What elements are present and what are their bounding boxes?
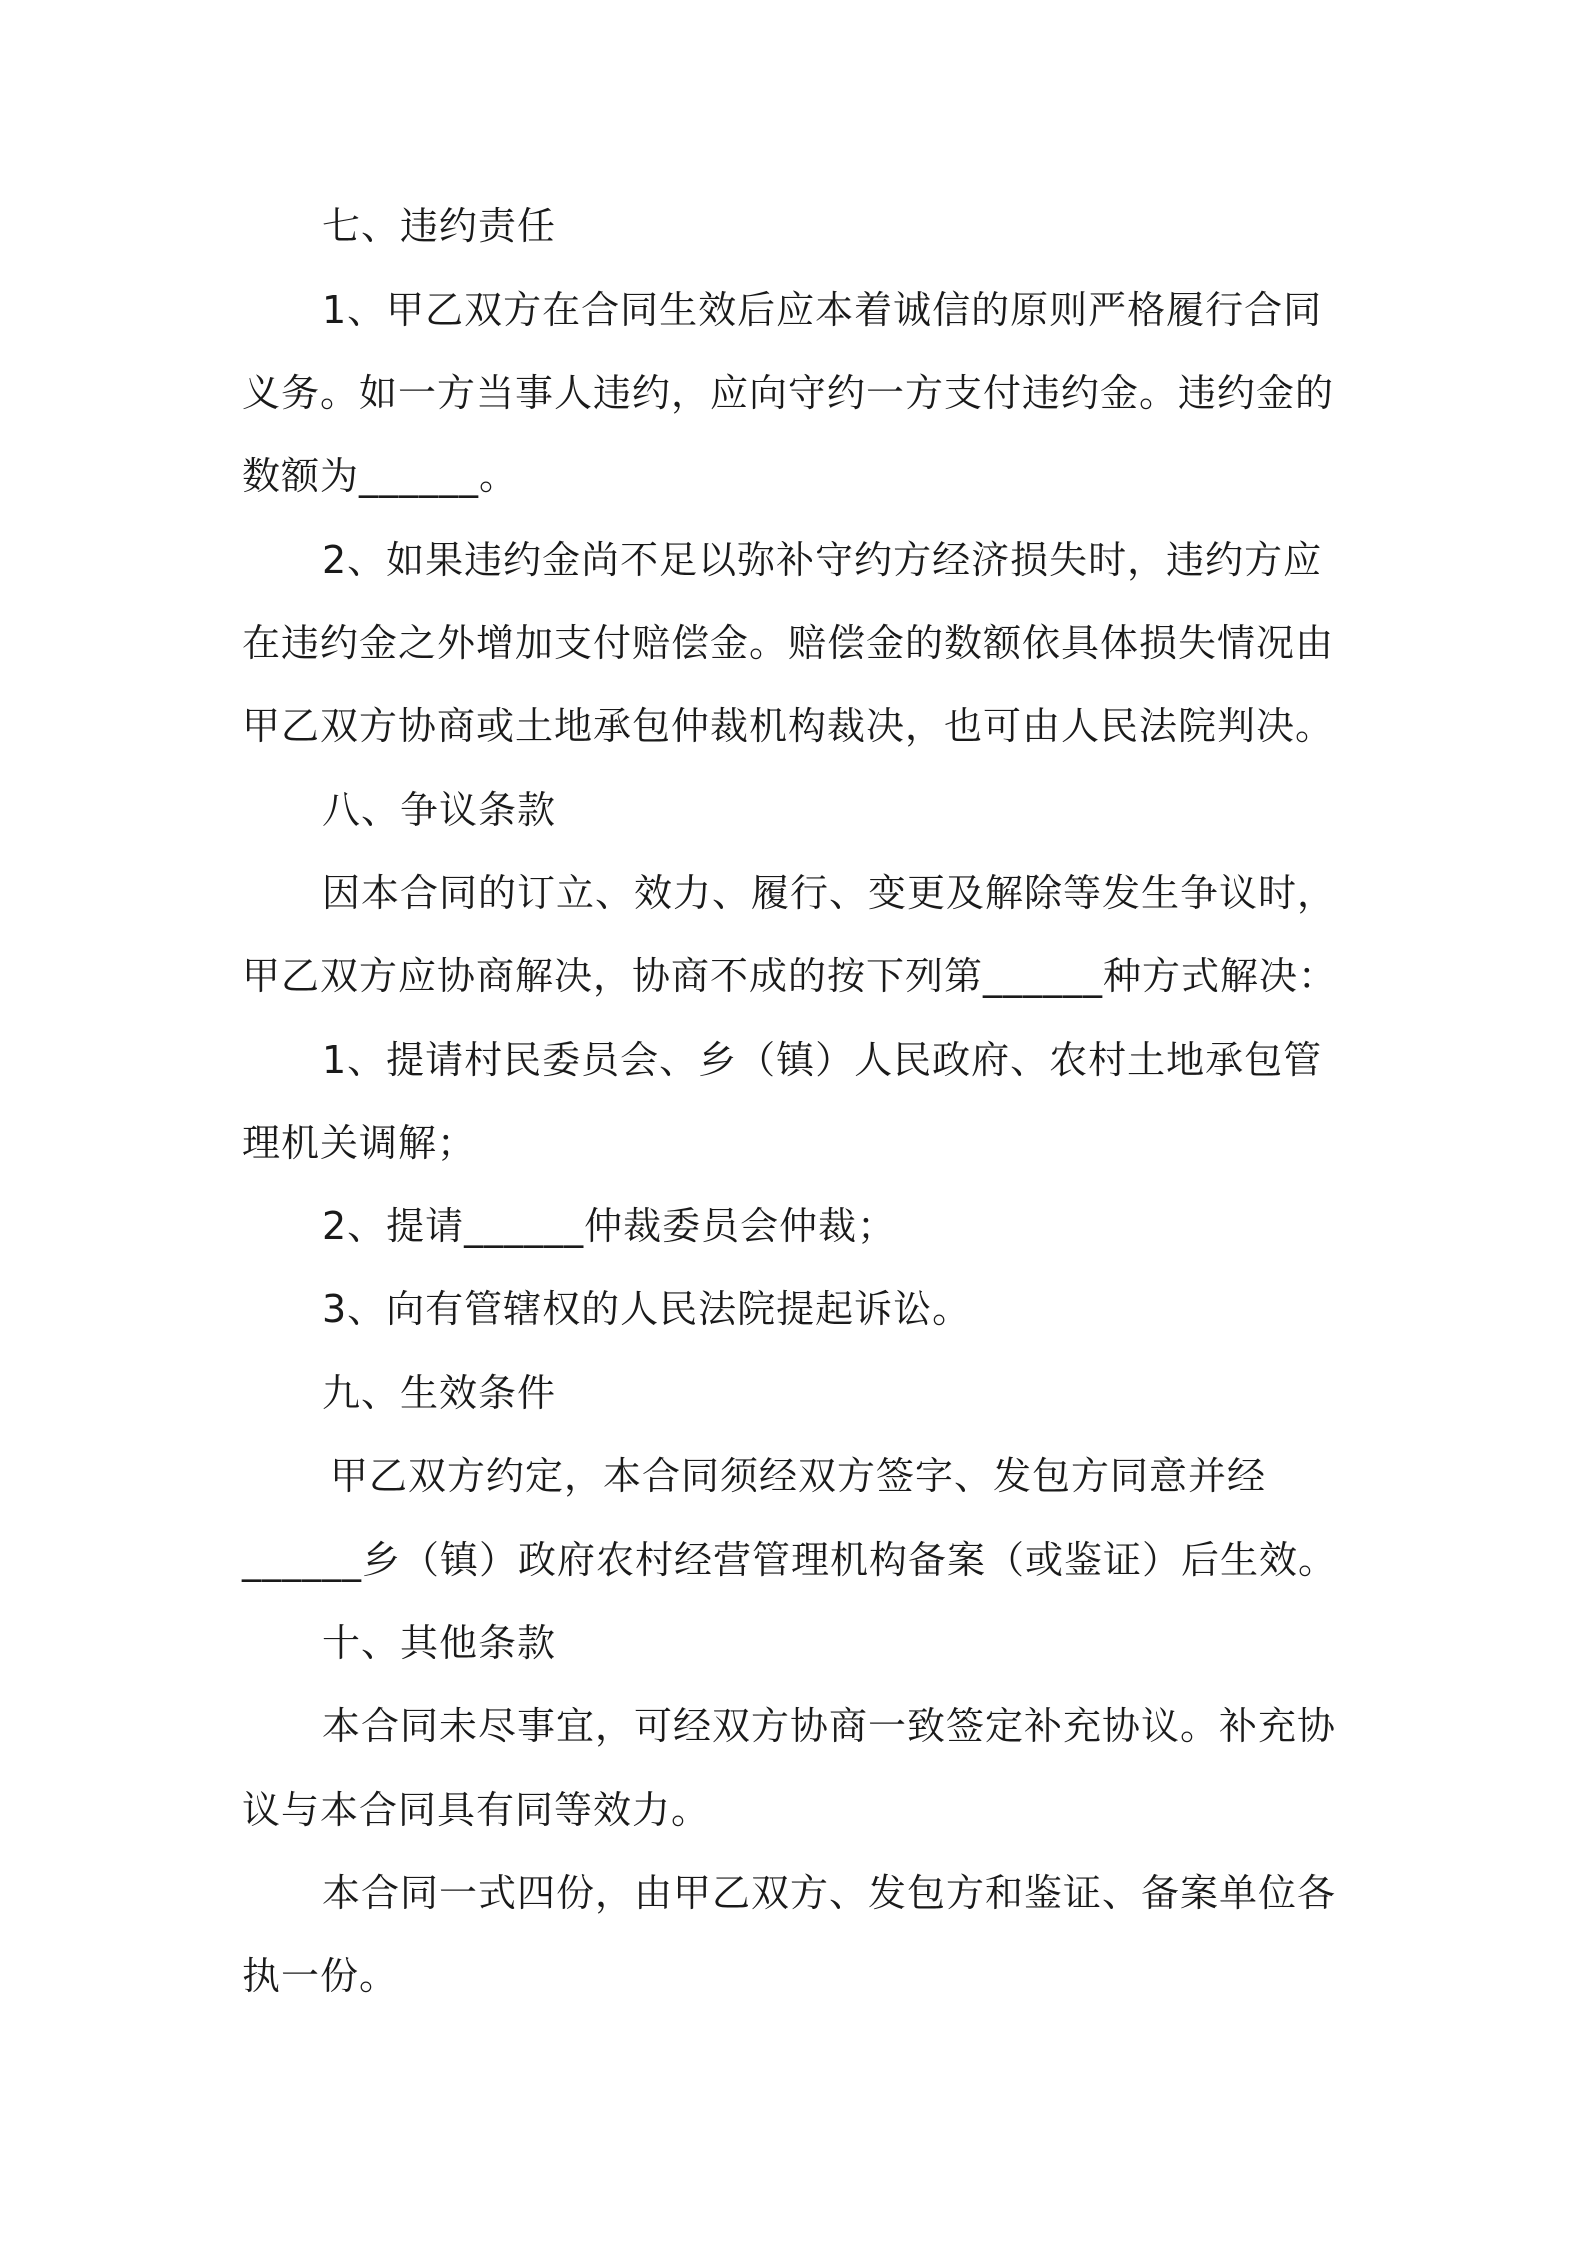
other-clause-2-line-2: 执一份。 bbox=[242, 1954, 399, 1998]
breach-clause-1-line-3: 数额为______。 bbox=[242, 454, 519, 498]
effectiveness-line-2: ______乡（镇）政府农村经营管理机构备案（或鉴证）后生效。 bbox=[242, 1538, 1338, 1582]
effectiveness-line-1: 甲乙双方约定，本合同须经双方签字、发包方同意并经 bbox=[330, 1454, 1267, 1498]
breach-clause-2-line-3: 甲乙双方协商或土地承包仲裁机构裁决，也可由人民法院判决。 bbox=[242, 704, 1335, 748]
breach-clause-1-line-1: 1、甲乙双方在合同生效后应本着诚信的原则严格履行合同 bbox=[322, 288, 1323, 332]
other-clause-1-line-1: 本合同未尽事宜，可经双方协商一致签定补充协议。补充协 bbox=[322, 1704, 1337, 1748]
other-clause-2-line-1: 本合同一式四份，由甲乙双方、发包方和鉴证、备案单位各 bbox=[322, 1871, 1337, 1915]
dispute-intro-line-1: 因本合同的订立、效力、履行、变更及解除等发生争议时， bbox=[322, 871, 1337, 915]
section-heading-other: 十、其他条款 bbox=[322, 1621, 557, 1665]
dispute-option-3: 3、向有管辖权的人民法院提起诉讼。 bbox=[322, 1287, 972, 1331]
other-clause-1-line-2: 议与本合同具有同等效力。 bbox=[242, 1788, 711, 1832]
breach-clause-1-line-2: 义务。如一方当事人违约，应向守约一方支付违约金。违约金的 bbox=[242, 371, 1335, 415]
breach-clause-2-line-1: 2、如果违约金尚不足以弥补守约方经济损失时，违约方应 bbox=[322, 538, 1323, 582]
dispute-option-1-line-2: 理机关调解； bbox=[242, 1121, 477, 1165]
dispute-intro-line-2: 甲乙双方应协商解决，协商不成的按下列第______种方式解决： bbox=[242, 954, 1338, 998]
section-heading-breach: 七、违约责任 bbox=[322, 204, 557, 248]
dispute-option-1-line-1: 1、提请村民委员会、乡（镇）人民政府、农村土地承包管 bbox=[322, 1038, 1323, 1082]
section-heading-effectiveness: 九、生效条件 bbox=[322, 1371, 557, 1415]
breach-clause-2-line-2: 在违约金之外增加支付赔偿金。赔偿金的数额依具体损失情况由 bbox=[242, 621, 1335, 665]
section-heading-dispute: 八、争议条款 bbox=[322, 788, 557, 832]
dispute-option-2: 2、提请______仲裁委员会仲裁； bbox=[322, 1204, 897, 1248]
